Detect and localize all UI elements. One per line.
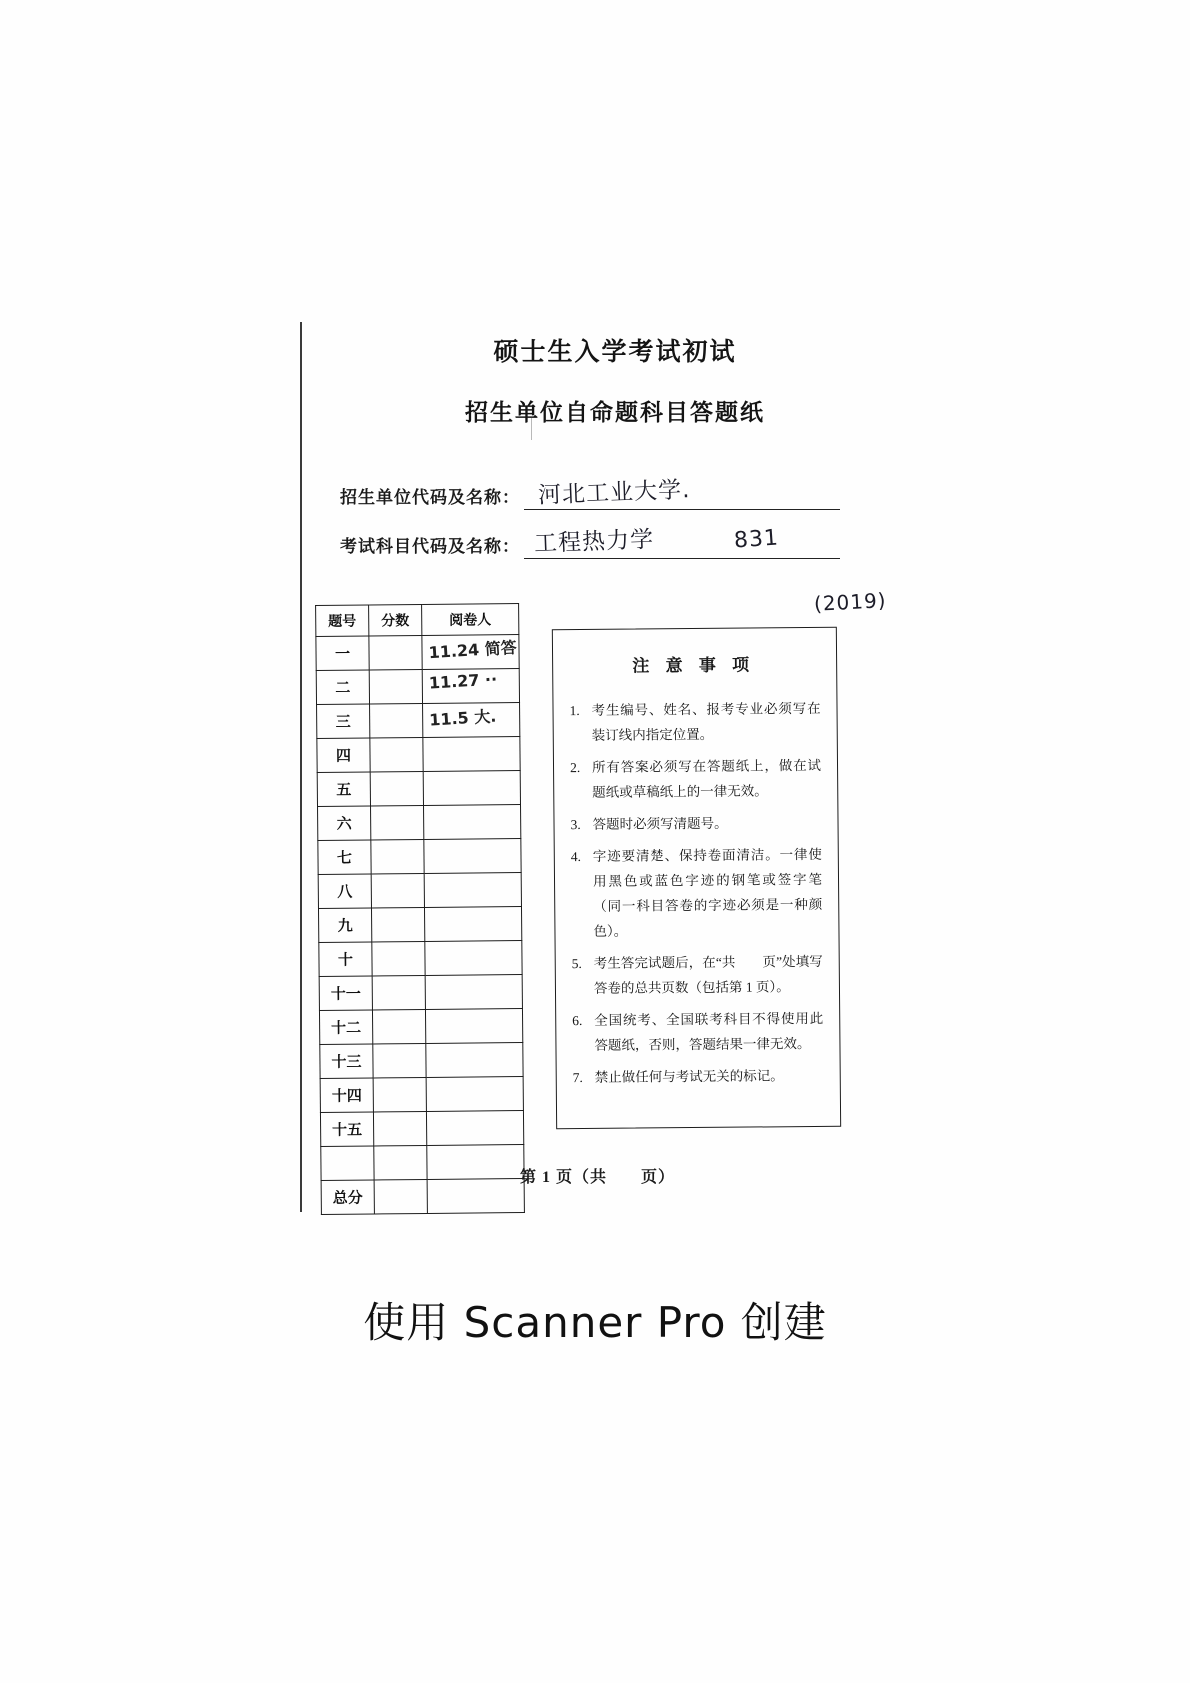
table-row: [318, 839, 521, 875]
cell-score[interactable]: [372, 1009, 425, 1044]
table-row: [319, 1009, 522, 1045]
field-label-institution: 招生单位代码及名称：: [340, 488, 520, 507]
field-input-subject[interactable]: [524, 525, 888, 616]
handwriting-grader-note: 11.24 简答: [428, 637, 518, 663]
table-row: [316, 635, 519, 671]
cell-score[interactable]: [371, 873, 424, 908]
table-row: [320, 1111, 523, 1147]
notice-title: 注 意 事 项: [632, 655, 756, 676]
cell-question-no: 十一: [319, 976, 372, 1011]
cell-grader[interactable]: [426, 1077, 523, 1112]
cell-grader[interactable]: [424, 873, 521, 908]
table-row: [321, 1145, 524, 1181]
cell-question-no: 三: [317, 704, 370, 739]
table-row: [316, 669, 519, 705]
cell-score[interactable]: [372, 975, 425, 1010]
cell-score[interactable]: [371, 839, 424, 874]
handwriting-institution: 河北工业大学.: [537, 477, 691, 509]
cell-grader[interactable]: [426, 1111, 523, 1146]
fields-block: [340, 477, 888, 616]
table-header-grader: 阅卷人: [422, 604, 519, 636]
cell-score[interactable]: [372, 941, 425, 976]
cell-score[interactable]: [370, 703, 423, 738]
cell-question-no: 十四: [320, 1078, 373, 1113]
cell-grader[interactable]: [424, 839, 521, 874]
cell-grader[interactable]: [426, 1043, 523, 1078]
notice-item: 全国统考、全国联考科目不得使用此答题纸，否则，答题结果一律无效。: [594, 1010, 824, 1053]
field-row-institution: [340, 477, 840, 510]
cell-grader[interactable]: [423, 771, 520, 806]
cell-question-no: 四: [317, 738, 370, 773]
cell-question-no: [321, 1146, 374, 1181]
cell-grader[interactable]: [422, 635, 519, 670]
table-row: [319, 975, 522, 1011]
table-row-total: [321, 1179, 524, 1215]
cell-question-no: 十: [319, 942, 372, 977]
notice-item: 所有答案必须写在答题纸上，做在试题纸或草稿纸上的一律无效。: [591, 757, 822, 800]
cell-grader[interactable]: [425, 975, 522, 1010]
table-row: [318, 907, 521, 943]
handwriting-subject: 工程热力学: [533, 526, 655, 558]
cell-question-no: 十二: [319, 1010, 372, 1045]
page-footer: 第 1 页（共 页）: [520, 1169, 676, 1186]
cell-score[interactable]: [373, 1111, 426, 1146]
table-row: [318, 873, 521, 909]
notice-box: [552, 627, 841, 1129]
handwriting-subject-year: (2019): [813, 588, 888, 616]
cell-grader[interactable]: [425, 1009, 522, 1044]
cell-score[interactable]: [371, 805, 424, 840]
field-label-subject: 考试科目代码及名称：: [340, 537, 520, 556]
table-row: [320, 1077, 523, 1113]
cell-score[interactable]: [373, 1043, 426, 1078]
cell-question-no: 五: [317, 772, 370, 807]
handwriting-grader-note: 11.27 ··: [428, 669, 498, 693]
cell-question-no: 十五: [320, 1112, 373, 1147]
cell-question-no: 二: [316, 670, 369, 705]
page-title-line-2: 招生单位自命题科目答题纸: [465, 400, 765, 425]
cell-score[interactable]: [370, 771, 423, 806]
cell-score[interactable]: [370, 737, 423, 772]
cell-grader[interactable]: [422, 669, 519, 704]
table-header-score: 分数: [369, 604, 422, 636]
table-row: [319, 941, 522, 977]
cell-score[interactable]: [371, 907, 424, 942]
cell-question-no: 七: [318, 840, 371, 875]
scanner-watermark: 使用 Scanner Pro 创建: [363, 1298, 827, 1347]
cell-grader[interactable]: [423, 737, 520, 772]
cell-grader[interactable]: [424, 907, 521, 942]
cell-total-label: 总分: [321, 1180, 374, 1215]
field-input-institution[interactable]: [524, 477, 840, 510]
notice-item: 禁止做任何与考试无关的标记。: [594, 1067, 784, 1085]
cell-grader[interactable]: [423, 703, 520, 738]
cell-total-score[interactable]: [374, 1179, 427, 1214]
handwriting-grader-note: 11.5 大.: [428, 706, 497, 730]
table-header-row: [316, 604, 519, 637]
cell-grader[interactable]: [425, 941, 522, 976]
cell-question-no: 一: [316, 636, 369, 671]
cell-grader[interactable]: [424, 805, 521, 840]
cell-question-no: 九: [318, 908, 371, 943]
cell-question-no: 十三: [320, 1044, 373, 1079]
cell-grader[interactable]: [427, 1145, 524, 1180]
notice-item: 字迹要清楚、保持卷面清洁。一律使用黑色或蓝色字迹的钢笔或签字笔（同一科目答卷的字迹必须是一种颜色）。: [592, 846, 823, 939]
answer-sheet-content: [300, 322, 900, 1207]
cell-score[interactable]: [373, 1077, 426, 1112]
page-title-line-1: 硕士生入学考试初试: [493, 339, 737, 366]
handwriting-subject-code: 831: [733, 525, 780, 554]
notice-item: 答题时必须写清题号。: [592, 815, 728, 832]
cell-score[interactable]: [369, 669, 422, 704]
cell-total-grader[interactable]: [427, 1179, 524, 1214]
score-table: [315, 603, 525, 1215]
cell-question-no: 六: [318, 806, 371, 841]
table-row: [318, 805, 521, 841]
notice-item: 考生编号、姓名、报考专业必须写在装订线内指定位置。: [591, 700, 821, 743]
notice-item: 考生答完试题后，在“共 页”处填写答卷的总共页数（包括第 1 页）。: [593, 953, 823, 996]
table-row: [317, 771, 520, 807]
cell-question-no: 八: [318, 874, 371, 909]
field-row-subject: [340, 525, 888, 616]
notice-list: [567, 697, 823, 1091]
table-row: [317, 737, 520, 773]
cell-score[interactable]: [369, 635, 422, 670]
table-header-question-no: 题号: [316, 605, 369, 637]
cell-score[interactable]: [374, 1145, 427, 1180]
table-row: [317, 703, 520, 739]
table-row: [320, 1043, 523, 1079]
